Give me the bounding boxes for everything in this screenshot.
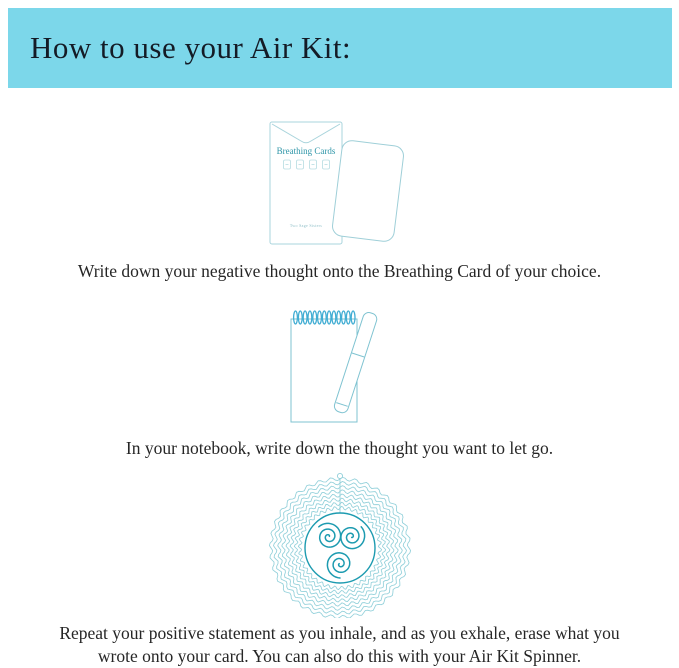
step-breathing-card xyxy=(0,118,679,283)
instructions xyxy=(0,88,679,668)
step-2-caption: In your notebook, write down the thought you want to let go. xyxy=(125,438,554,458)
breathing-cards-illustration xyxy=(260,118,420,252)
envelope-brand: Two Sage Sisters xyxy=(289,223,322,228)
breathing-card xyxy=(331,140,404,243)
step-notebook xyxy=(0,307,679,460)
step-spinner xyxy=(0,468,679,668)
notebook-illustration xyxy=(265,307,415,429)
step-1-caption: Write down your negative thought onto the Breathing Card of your choice. xyxy=(77,261,602,281)
envelope-label: Breathing Cards xyxy=(276,146,335,156)
step-3-caption: Repeat your positive statement as you inhale, and as you exhale, erase what you wrote onto your card. You can also do this with your Air Kit Spinner. xyxy=(59,623,620,666)
spinner-illustration xyxy=(250,468,430,618)
page-title: How to use your Air Kit: xyxy=(30,30,352,65)
header-band xyxy=(8,8,672,88)
